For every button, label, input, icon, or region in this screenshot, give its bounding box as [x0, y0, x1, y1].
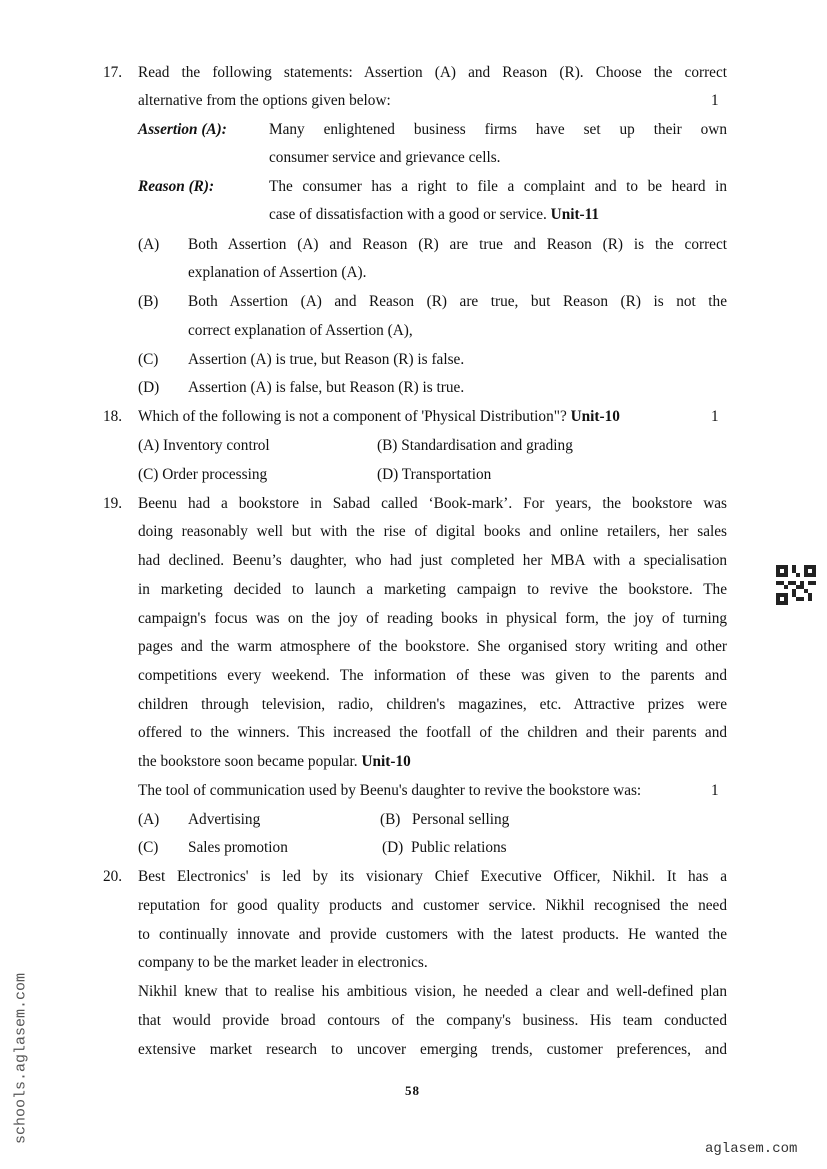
passage-line: reputation for good quality products and customer service. Nikhil recognised the need [138, 897, 727, 914]
question-text: The tool of communication used by Beenu's daughter to revive the bookstore was: [138, 782, 642, 799]
question-number: 17. [103, 64, 123, 81]
marks: 1 [711, 782, 719, 799]
option-text: Personal selling [412, 811, 510, 828]
assertion-label: Assertion (A): [138, 121, 227, 138]
question-number: 19. [103, 495, 123, 512]
passage-line: Best Electronics' is led by its visionary Chief Executive Officer, Nikhil. It has a [138, 868, 727, 885]
option-key: (B) [380, 811, 401, 828]
passage-line: had declined. Beenu’s daughter, who had just completed her MBA with a specialisation [138, 552, 727, 569]
option-key: (C) [138, 839, 159, 856]
passage-line: to continually innovate and provide customers with the latest products. He wanted the [138, 926, 727, 943]
unit-tag: Unit-11 [550, 206, 600, 223]
assertion-text: Many enlightened business firms have set up their own [269, 121, 727, 138]
passage-end: the bookstore soon became popular. [138, 753, 362, 770]
question-text: alternative from the options given below: [138, 92, 391, 109]
passage-line: extensive market research to uncover emerging trends, customer preferences, and [138, 1041, 727, 1058]
passage-line: that would provide broad contours of the company's business. His team conducted [138, 1012, 727, 1029]
side-watermark: schools.aglasem.com [12, 972, 30, 1145]
marks: 1 [711, 92, 719, 109]
reason-label: Reason (R): [138, 178, 215, 195]
option-key: (A) [138, 236, 160, 253]
passage-line: competitions every weekend. The information of these was given to the parents and [138, 667, 727, 684]
option: (C) Order processing [138, 466, 268, 483]
unit-tag: Unit-10 [361, 753, 411, 770]
passage-line: pages and the warm atmosphere of the bookstore. She organised story writing and other [138, 638, 727, 655]
marks: 1 [711, 408, 719, 425]
page-number: 58 [405, 1083, 420, 1098]
option-key: (B) [138, 293, 159, 310]
question-number: 18. [103, 408, 123, 425]
passage-line [138, 752, 727, 772]
qr-code-icon[interactable] [776, 565, 816, 605]
question-text-main: Which of the following is not a component of 'Physical Distribution"? [138, 408, 571, 425]
option-key: (D) [138, 379, 160, 396]
question-text [138, 407, 727, 427]
footer-watermark: aglasem.com [705, 1141, 798, 1157]
option-text: Advertising [188, 811, 261, 828]
reason-text [269, 205, 727, 225]
option: (A) Inventory control [138, 437, 270, 454]
passage-line: children through television, radio, children's magazines, etc. Attractive prizes were [138, 696, 727, 713]
assertion-text: consumer service and grievance cells. [269, 149, 501, 166]
option-text: Public relations [411, 839, 507, 856]
option-key: (C) [138, 351, 159, 368]
option-text: Assertion (A) is false, but Reason (R) is true. [188, 379, 465, 396]
reason-text-end: case of dissatisfaction with a good or service. [269, 206, 547, 223]
option-text: Both Assertion (A) and Reason (R) are true, but Reason (R) is not the [188, 293, 727, 310]
passage-line: offered to the winners. This increased the footfall of the children and their parents and [138, 724, 727, 741]
option-text: Assertion (A) is true, but Reason (R) is false. [188, 351, 465, 368]
option: (B) Standardisation and grading [377, 437, 573, 454]
passage-line: Nikhil knew that to realise his ambitious vision, he needed a clear and well-defined plan [138, 983, 727, 1000]
passage-line: campaign's focus was on the joy of reading books in physical form, the joy of turning [138, 610, 727, 627]
passage-line: in marketing decided to launch a marketing campaign to revive the bookstore. The [138, 581, 727, 598]
passage-line: Beenu had a bookstore in Sabad called ‘Book-mark’. For years, the bookstore was [138, 495, 727, 512]
passage-line: company to be the market leader in electronics. [138, 954, 428, 971]
unit-tag: Unit-10 [570, 408, 620, 425]
option-text: Sales promotion [188, 839, 288, 856]
reason-text: The consumer has a right to file a complaint and to be heard in [269, 178, 727, 195]
option: (D) Transportation [377, 466, 492, 483]
option-text: explanation of Assertion (A). [188, 264, 367, 281]
option-text: Both Assertion (A) and Reason (R) are true and Reason (R) is the correct [188, 236, 727, 253]
option-key: (A) [138, 811, 160, 828]
question-text: Read the following statements: Assertion (A) and Reason (R). Choose the correct [138, 64, 727, 81]
question-number: 20. [103, 868, 123, 885]
passage-line: doing reasonably well but with the rise of digital books and online retailers, her sales [138, 523, 727, 540]
option-key: (D) [382, 839, 404, 856]
option-text: correct explanation of Assertion (A), [188, 322, 413, 339]
